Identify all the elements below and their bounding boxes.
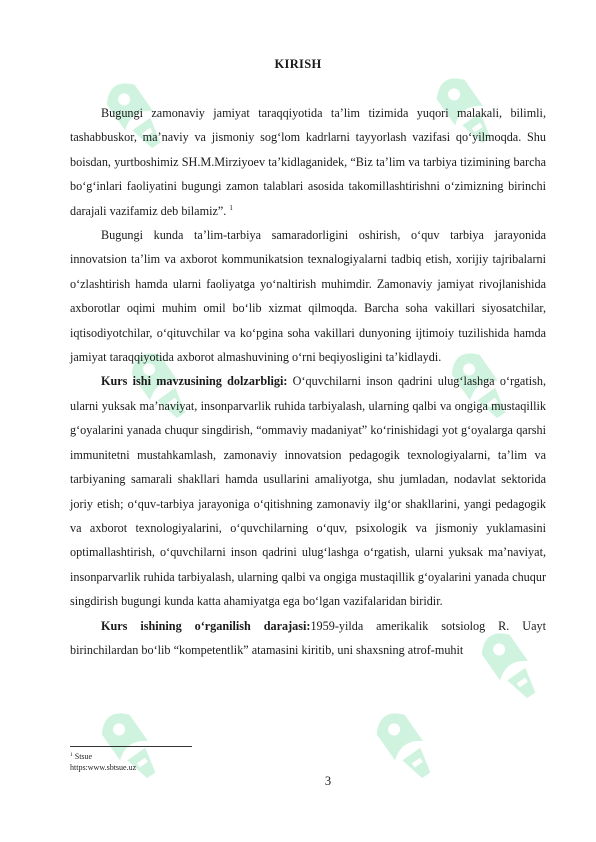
footnote-source-text: Stsue (74, 752, 93, 761)
document-body (70, 101, 546, 662)
paragraph-2 (70, 223, 546, 369)
footnote-source (70, 752, 136, 763)
footnote-separator (70, 746, 192, 747)
paragraph-text: O‘quvchilarni inson qadrini ulug‘lashga o‘rgatish, ularni yuksak ma’naviyat, insonparvarlik ruhida tarbiyalash, ularning qalbi va ongiga mustaqillik g‘oyalarini yanada chuqur singdirish, “ommaviy madaniyat” ko‘rinishidagi yot g‘oyalarga qarshi immunitetni mustahkamlash, zamonaviy innovatsion pedagogik texnologiyalarni, ta’lim va tarbiyaning samarali shakllari hamda usullarini amaliyotga, shu jumladan, nodavlat sektorida joriy etish; o‘quv-tarbiya jarayoniga o‘qitishning zamonaviy ilg‘or shakllarini, yangi pedagogik va axborot texnologiyalarini, o‘quvchilarning o‘quv, psixologik va jismoniy yuklamasini optimallashtirish, o‘quvchilarni inson qadrini ulug‘lashga o‘rgatish, ularni yuksak ma’naviyat, insonparvarlik ruhida tarbiyalash, ularning qalbi va ongiga mustaqillik g‘oyalarini yanada chuqur singdirish bugungi kunda katta ahamiyatga ega bo‘lgan vazifalaridan biridir. (70, 374, 546, 609)
footnote-reference[interactable]: 1 (229, 203, 233, 212)
page-title: KIRISH (274, 57, 322, 71)
footnote-link[interactable]: https:www.sbtsue.uz (70, 762, 137, 772)
paragraph-heading: Kurs ishining o‘rganilish darajasi: (101, 618, 311, 633)
paragraph-heading: Kurs ishi mavzusining dolzarbligi: (101, 374, 288, 389)
footnote-number: 1 (70, 752, 73, 758)
paragraph-text: Bugungi kunda ta’lim-tarbiya samaradorligini oshirish, o‘quv tarbiya jarayonida innovatsion ta’lim va axborot kommunikatsion texnalogiyalarni tadbiq etish, xorijiy tajribalarni o‘zlashtirish hamda ularni faoliyatga yo‘naltirish muhimdir. Zamonaviy jamiyat rivojlanishida axborotlar oqimi muhim omil bo‘lib xizmat qilmoqda. Barcha soha vakillari siyosatchilar, iqtisodiyotchilar, o‘qituvchilar va ko‘pgina soha vakillari dunyoning ijtimoiy tuzilishida hamda jamiyat taraqqiyotida axborot almashuvining o‘rni beqiyosligini ta’kidlaydi. (70, 228, 546, 365)
page-number: 3 (324, 774, 332, 788)
paragraph-4 (70, 614, 546, 663)
paragraph-3 (70, 369, 546, 613)
paragraph-1 (70, 101, 546, 223)
footnote (70, 752, 136, 773)
paragraph-text: Bugungi zamonaviy jamiyat taraqqiyotida ta’lim tizimida yuqori malakali, bilimli, tashabbuskor, ma’naviy va jismoniy sog‘lom kadrlarni tayyorlash vazifasi qo‘yilmoqda. Shu boisdan, yurtboshimiz SH.M.Mirziyoev ta’kidlaganidek, “Biz ta’lim va tarbiya tizimining barcha bo‘g‘inlari faoliyatini bugungi zamon talablari asosida takomillashtirishni o‘zimizning birinchi darajali vazifamiz deb bilamiz”. (70, 106, 546, 218)
paragraph-text: 1959-yilda amerikalik sotsiolog R. Uayt birinchilardan bo‘lib “kompetentlik” atamasini kiritib, uni shaxsning atrof-muhit (70, 618, 546, 657)
